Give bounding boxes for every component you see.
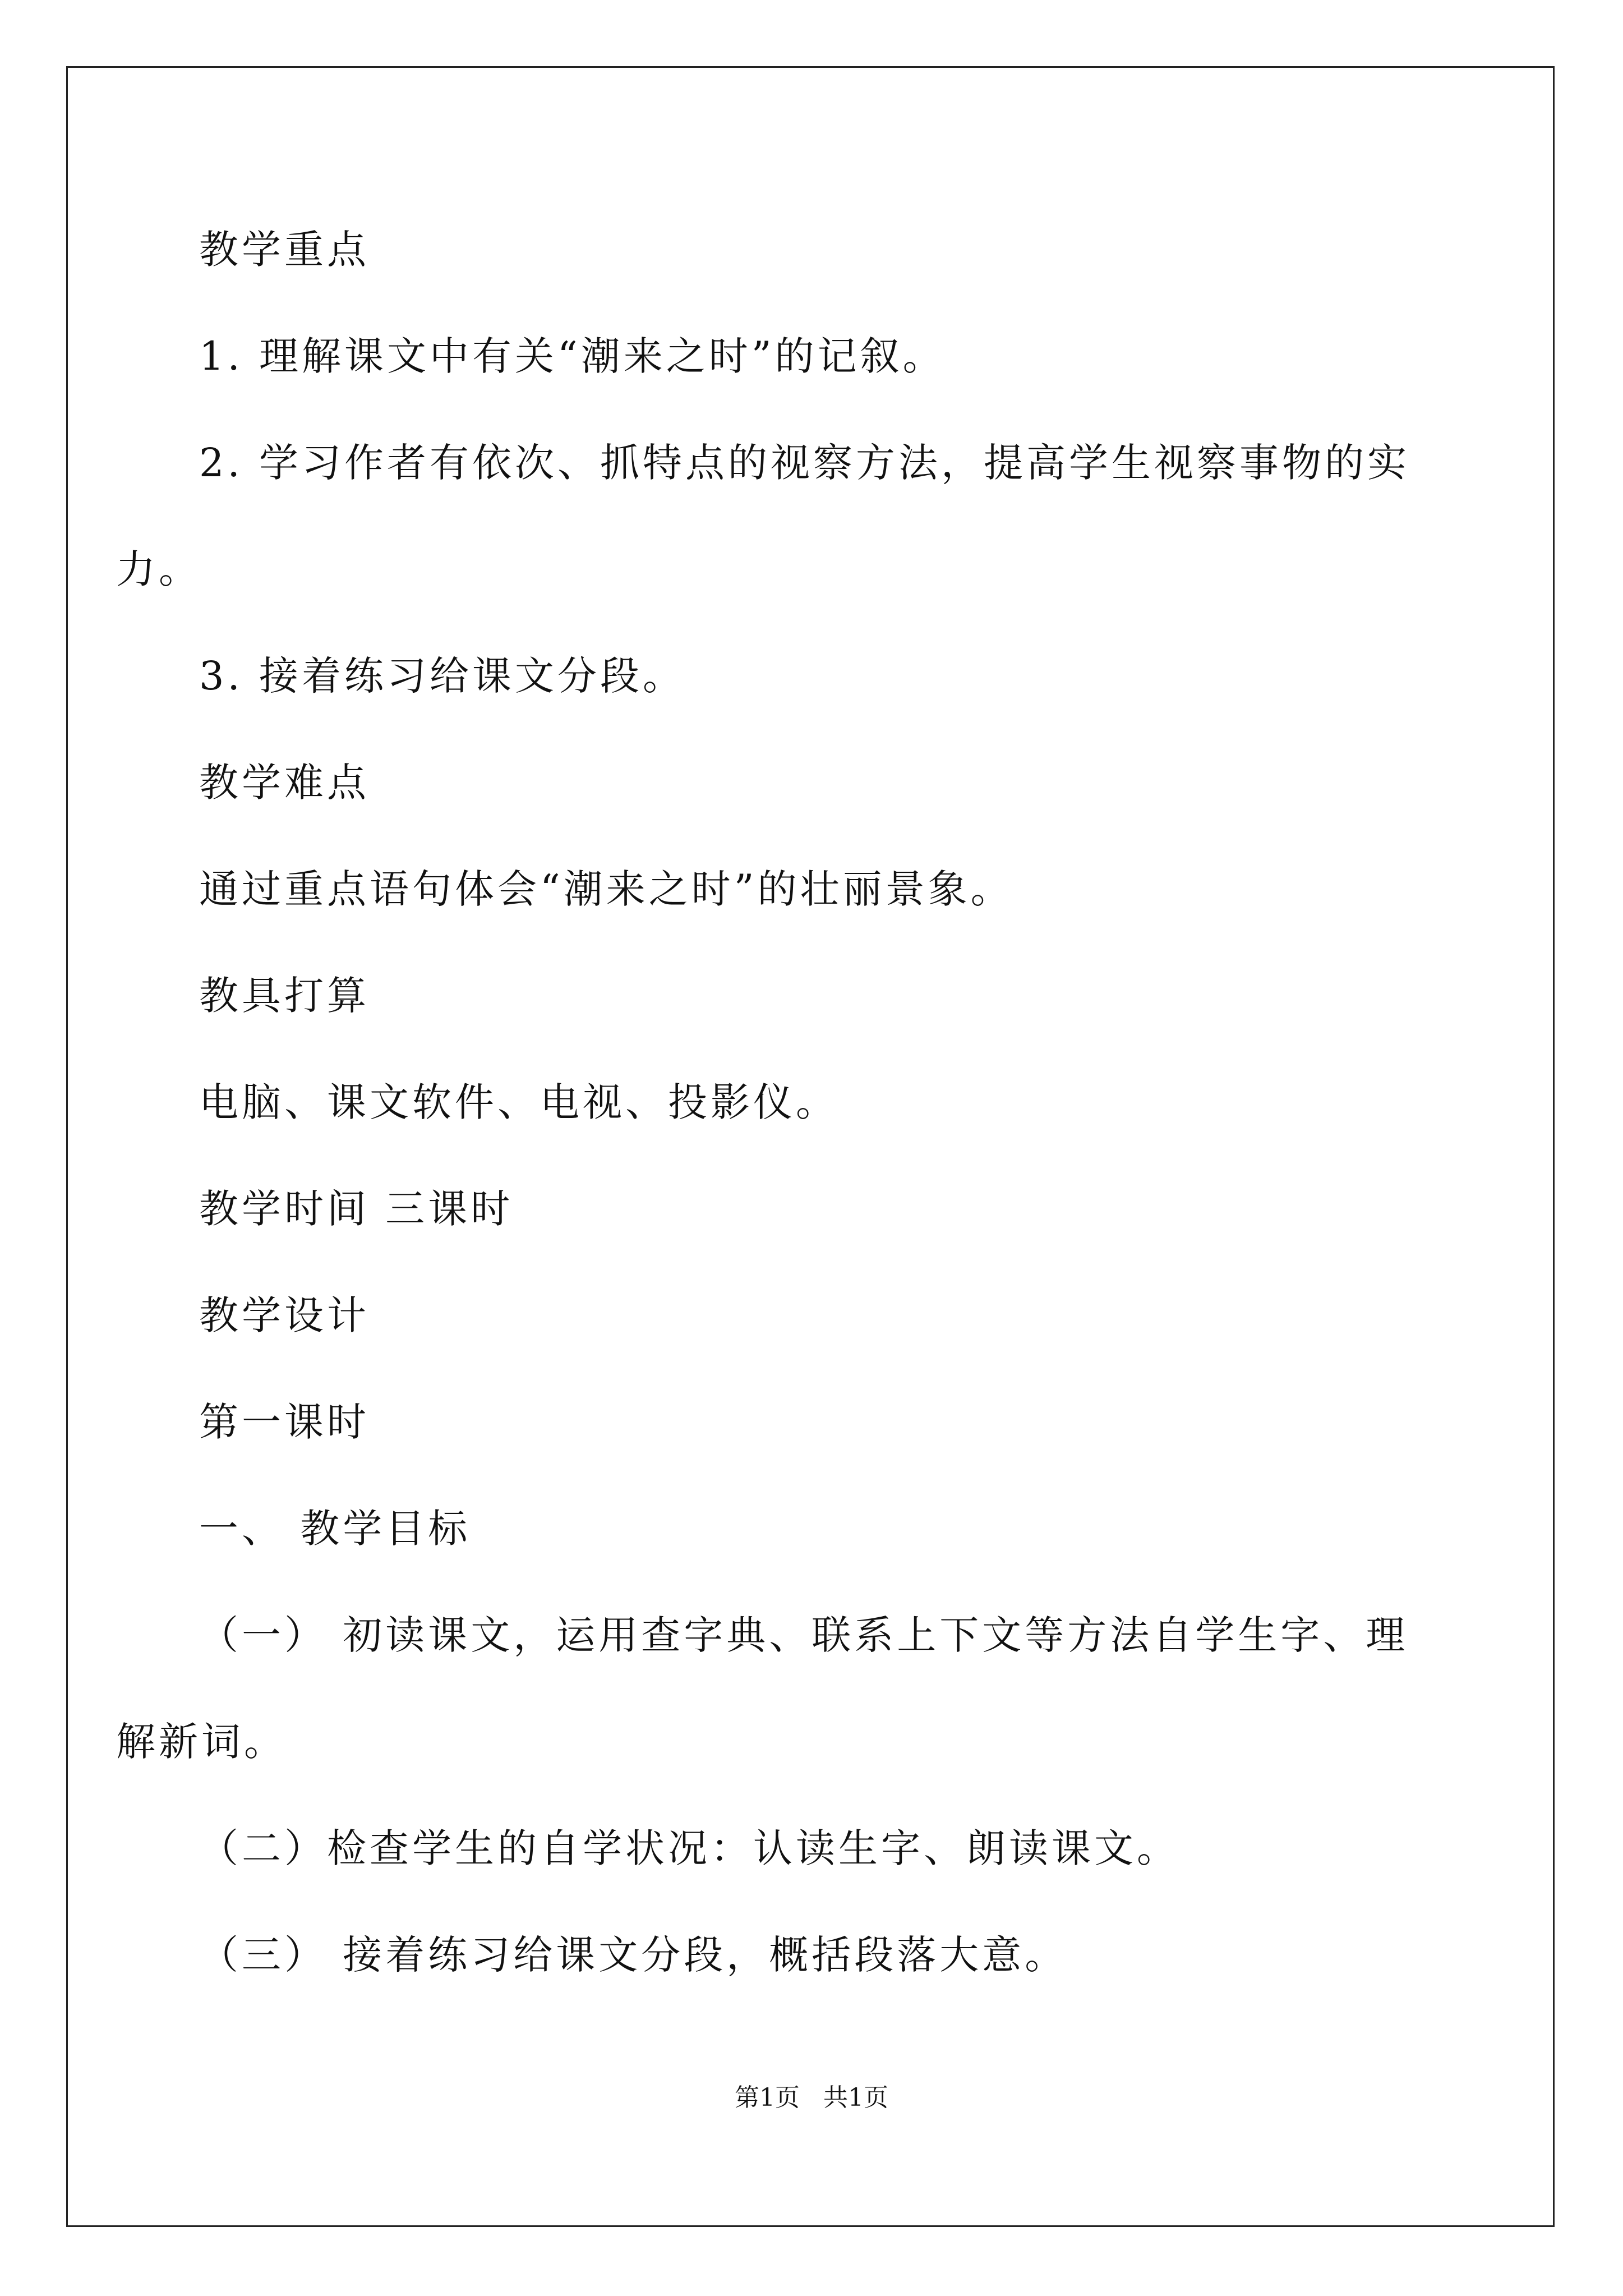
heading-teaching-objectives: 一、 教学目标: [199, 1506, 471, 1552]
objective-2: （二）检查学生的自学状况：认读生字、朗读课文。: [199, 1825, 1179, 1871]
teaching-time: 教学时间 三课时: [199, 1186, 514, 1232]
heading-teaching-design: 教学设计: [199, 1292, 370, 1338]
heading-teaching-difficulty: 教学难点: [199, 760, 370, 806]
focus-item-2: 2. 学习作者有依次、抓特点的视察方法，提高学生视察事物的实: [199, 440, 1410, 486]
page-number: 第1页: [735, 2083, 800, 2112]
heading-first-lesson: 第一课时: [199, 1399, 370, 1445]
page-total: 共1页: [823, 2083, 888, 2112]
heading-teaching-focus: 教学重点: [199, 227, 370, 273]
focus-item-2-continued: 力。: [116, 546, 201, 592]
difficulty-text: 通过重点语句体会“潮来之时”的壮丽景象。: [199, 866, 1013, 912]
page-footer: [0, 2081, 1623, 2115]
heading-teaching-aids: 教具打算: [199, 973, 370, 1019]
focus-item-1: 1. 理解课文中有关“潮来之时”的记叙。: [199, 333, 946, 379]
objective-3: （三） 接着练习给课文分段，概括段落大意。: [199, 1932, 1068, 1978]
objective-1-continued: 解新词。: [116, 1719, 287, 1765]
page-frame: [66, 66, 1555, 2227]
focus-item-3: 3. 接着练习给课文分段。: [199, 653, 686, 699]
teaching-aids-text: 电脑、课文软件、电视、投影仪。: [199, 1079, 838, 1125]
objective-1: （一） 初读课文，运用查字典、联系上下文等方法自学生字、理: [199, 1612, 1409, 1658]
